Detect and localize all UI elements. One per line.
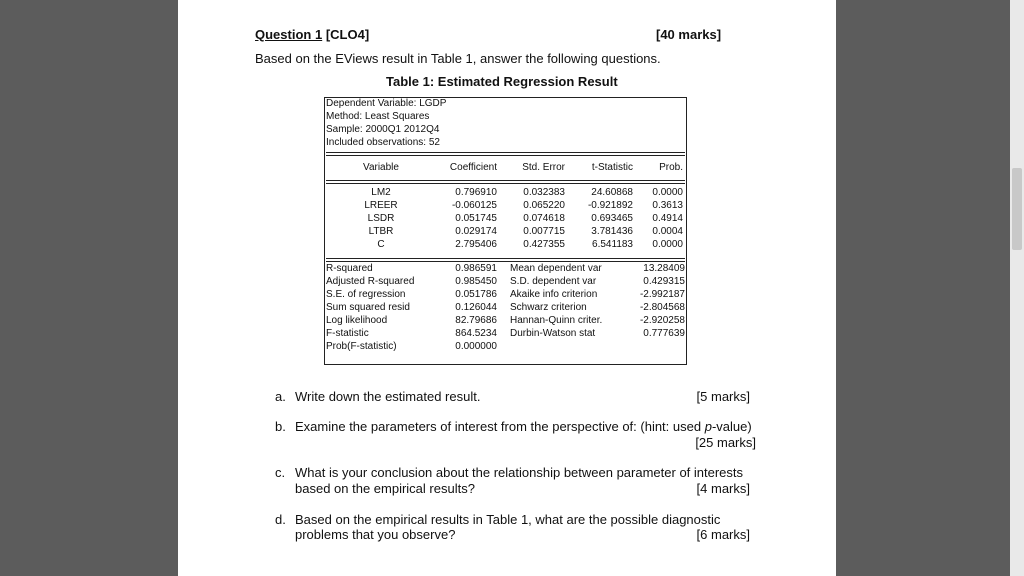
- item-letter: c.: [275, 465, 286, 480]
- header-line-dependent: Dependent Variable: LGDP: [326, 98, 447, 109]
- row-variable: LTBR: [368, 226, 394, 237]
- stat-label: Adjusted R-squared: [326, 276, 415, 287]
- stat-value-2: -2.920258: [639, 315, 685, 326]
- table-rule: [326, 180, 685, 184]
- item-text-italic: p: [704, 419, 712, 434]
- item-text-line1: What is your conclusion about the relationship between parameter of interests: [295, 465, 744, 480]
- row-prob: 0.0004: [652, 226, 683, 237]
- stat-value: 0.986591: [455, 263, 497, 274]
- stat-label-2: Hannan-Quinn criter.: [510, 315, 603, 326]
- question-item-d: [178, 512, 836, 546]
- row-coefficient: 0.051745: [455, 213, 497, 224]
- row-t-statistic: 3.781436: [591, 226, 633, 237]
- header-line-method: Method: Least Squares: [326, 111, 430, 122]
- table-caption: Table 1: Estimated Regression Result: [386, 74, 618, 89]
- row-prob: 0.0000: [652, 239, 683, 250]
- stat-label: Sum squared resid: [326, 302, 410, 313]
- item-letter: b.: [275, 419, 286, 434]
- row-t-statistic: -0.921892: [587, 200, 633, 211]
- stat-value: 0.126044: [455, 302, 497, 313]
- header-line-observations: Included observations: 52: [326, 137, 440, 148]
- item-letter: a.: [275, 389, 286, 404]
- scrollbar-thumb[interactable]: [1012, 168, 1022, 250]
- stat-label-2: S.D. dependent var: [510, 276, 597, 287]
- stat-label: Log likelihood: [326, 315, 388, 326]
- vertical-scrollbar[interactable]: [1010, 0, 1024, 576]
- row-coefficient: 0.029174: [455, 226, 497, 237]
- row-prob: 0.0000: [652, 187, 683, 198]
- row-prob: 0.3613: [652, 200, 683, 211]
- row-t-statistic: 0.693465: [591, 213, 633, 224]
- item-text-line1: Based on the empirical results in Table 1, what are the possible diagnostic: [295, 512, 721, 527]
- item-text: [295, 419, 752, 434]
- stat-label-2: Akaike info criterion: [510, 289, 598, 300]
- stat-value: 82.79686: [455, 315, 497, 326]
- stat-label-2: Mean dependent var: [510, 263, 602, 274]
- stat-value: 0.000000: [455, 341, 497, 352]
- question-item-b: [178, 419, 836, 453]
- row-std-error: 0.074618: [523, 213, 565, 224]
- col-header-prob: Prob.: [659, 162, 683, 173]
- item-text: Write down the estimated result.: [295, 389, 481, 404]
- row-coefficient: -0.060125: [451, 200, 497, 211]
- question-item-c: [178, 465, 836, 499]
- row-t-statistic: 24.60868: [591, 187, 633, 198]
- table-rule: [326, 152, 685, 156]
- row-std-error: 0.007715: [523, 226, 565, 237]
- stat-label: R-squared: [326, 263, 373, 274]
- question-title: [255, 27, 369, 42]
- row-std-error: 0.032383: [523, 187, 565, 198]
- col-header-coefficient: Coefficient: [449, 162, 497, 173]
- item-marks: [25 marks]: [695, 435, 756, 450]
- question-item-a: [178, 389, 836, 407]
- row-std-error: 0.427355: [523, 239, 565, 250]
- stat-label-2: Schwarz criterion: [510, 302, 587, 313]
- stat-value-2: 0.777639: [643, 328, 685, 339]
- stat-label-2: Durbin-Watson stat: [510, 328, 596, 339]
- item-marks: [6 marks]: [696, 527, 750, 542]
- stat-value-2: -2.804568: [639, 302, 685, 313]
- table-rule: [326, 258, 685, 262]
- question-label: Question 1: [255, 27, 323, 42]
- item-text-line2: problems that you observe?: [295, 527, 456, 542]
- stat-value-2: 0.429315: [643, 276, 685, 287]
- item-text-part: Examine the parameters of interest from the perspective of: (hint: used: [295, 419, 705, 434]
- item-marks: [4 marks]: [696, 481, 750, 496]
- stat-value: 0.051786: [455, 289, 497, 300]
- item-marks: [5 marks]: [696, 389, 750, 404]
- row-variable: LREER: [364, 200, 398, 211]
- row-std-error: 0.065220: [523, 200, 565, 211]
- row-coefficient: 2.795406: [455, 239, 497, 250]
- row-variable: LM2: [371, 187, 391, 198]
- item-letter: d.: [275, 512, 286, 527]
- item-text-line2: based on the empirical results?: [295, 481, 475, 496]
- stat-value-2: -2.992187: [639, 289, 685, 300]
- stat-value-2: 13.28409: [643, 263, 685, 274]
- col-header-t-statistic: t-Statistic: [591, 162, 633, 173]
- document-page: [178, 0, 836, 576]
- row-variable: LSDR: [367, 213, 395, 224]
- stat-value: 864.5234: [455, 328, 497, 339]
- row-coefficient: 0.796910: [455, 187, 497, 198]
- question-total-marks: [40 marks]: [656, 27, 722, 42]
- eviews-output-table: [324, 97, 687, 365]
- row-prob: 0.4914: [652, 213, 683, 224]
- row-variable: C: [377, 239, 385, 250]
- stat-label: F-statistic: [326, 328, 369, 339]
- stat-label: S.E. of regression: [326, 289, 406, 300]
- stat-label: Prob(F-statistic): [326, 341, 397, 352]
- col-header-variable: Variable: [363, 162, 399, 173]
- question-intro: Based on the EViews result in Table 1, answer the following questions.: [255, 51, 661, 66]
- question-clo: [CLO4]: [325, 27, 370, 42]
- header-line-sample: Sample: 2000Q1 2012Q4: [326, 124, 440, 135]
- item-text-part: -value): [711, 419, 752, 434]
- stat-value: 0.985450: [455, 276, 497, 287]
- col-header-std-error: Std. Error: [522, 162, 565, 173]
- row-t-statistic: 6.541183: [592, 239, 633, 250]
